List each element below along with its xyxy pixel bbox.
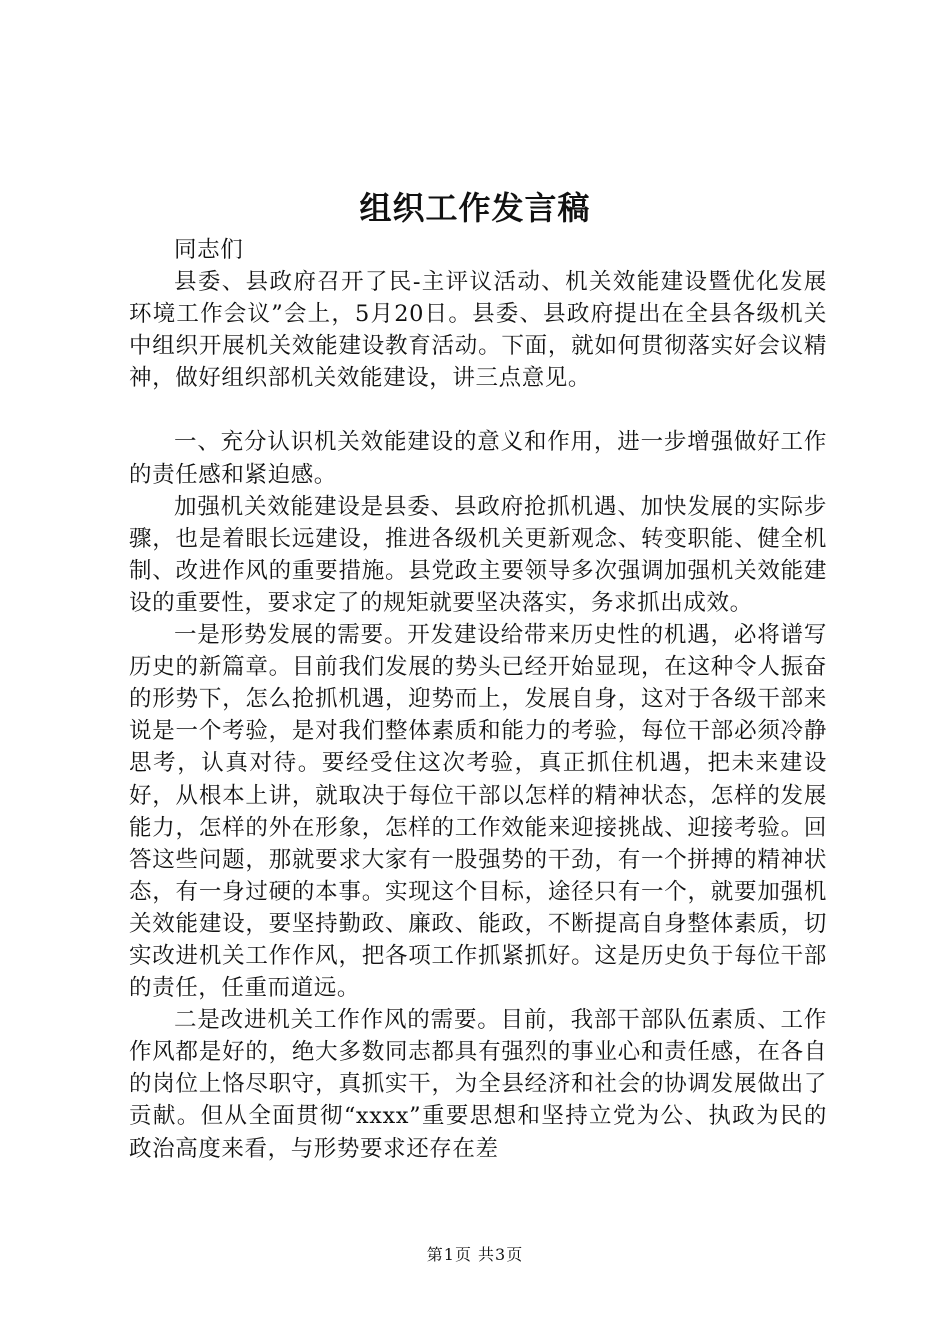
- paragraph: 加强机关效能建设是县委、县政府抢抓机遇、加快发展的实际步骤，也是着眼长远建设，推进各级机关更新观念、转变职能、健全机制、改进作风的重要措施。县党政主要领导多次强调加强机关效能建设的重要性，要求定了的规矩就要坚决落实，务求抓出成效。: [129, 493, 827, 616]
- document-body: [129, 234, 827, 1165]
- section-heading-1: 一、充分认识机关效能建设的意义和作用，进一步增强做好工作的责任感和紧迫感。: [129, 429, 827, 488]
- paragraph: 一是形势发展的需要。开发建设给带来历史性的机遇，必将谱写历史的新篇章。目前我们发展的势头已经开始显现，在这种令人振奋的形势下，怎么抢抓机遇，迎势而上，发展自身，这对于各级干部来说是一个考验，是对我们整体素质和能力的考验，每位干部必须冷静思考，认真对待。要经受住这次考验，真正抓住机遇，把未来建设好，从根本上讲，就取决于每位干部以怎样的精神状态，怎样的发展能力，怎样的外在形象，怎样的工作效能来迎接挑战、迎接考验。回答这些问题，那就要求大家有一股强势的干劲，有一个拼搏的精神状态，有一身过硬的本事。实现这个目标，途径只有一个，就要加强机关效能建设，要坚持勤政、廉政、能政，不断提高自身整体素质，切实改进机关工作作风，把各项工作抓紧抓好。这是历史负于每位干部的责任，任重而道远。: [129, 622, 827, 1002]
- paragraph: 二是改进机关工作作风的需要。目前，我部干部队伍素质、工作作风都是好的，绝大多数同志都具有强烈的事业心和责任感，在各自的岗位上恪尽职守，真抓实干，为全县经济和社会的协调发展做出了贡献。但从全面贯彻“xxxx”重要思想和坚持立党为公、执政为民的政治高度来看，与形势要求还存在差: [129, 1007, 827, 1162]
- document-title: 组织工作发言稿: [359, 189, 591, 227]
- salutation: 同志们: [174, 237, 244, 263]
- paragraph-intro: 县委、县政府召开了民-主评议活动、机关效能建设暨优化发展环境工作会议”会上，5月20日。县委、县政府提出在全县各级机关中组织开展机关效能建设教育活动。下面，就如何贯彻落实好会议精神，做好组织部机关效能建设，讲三点意见。: [129, 269, 827, 392]
- page-number-footer: 第1页 共3页: [426, 1245, 524, 1264]
